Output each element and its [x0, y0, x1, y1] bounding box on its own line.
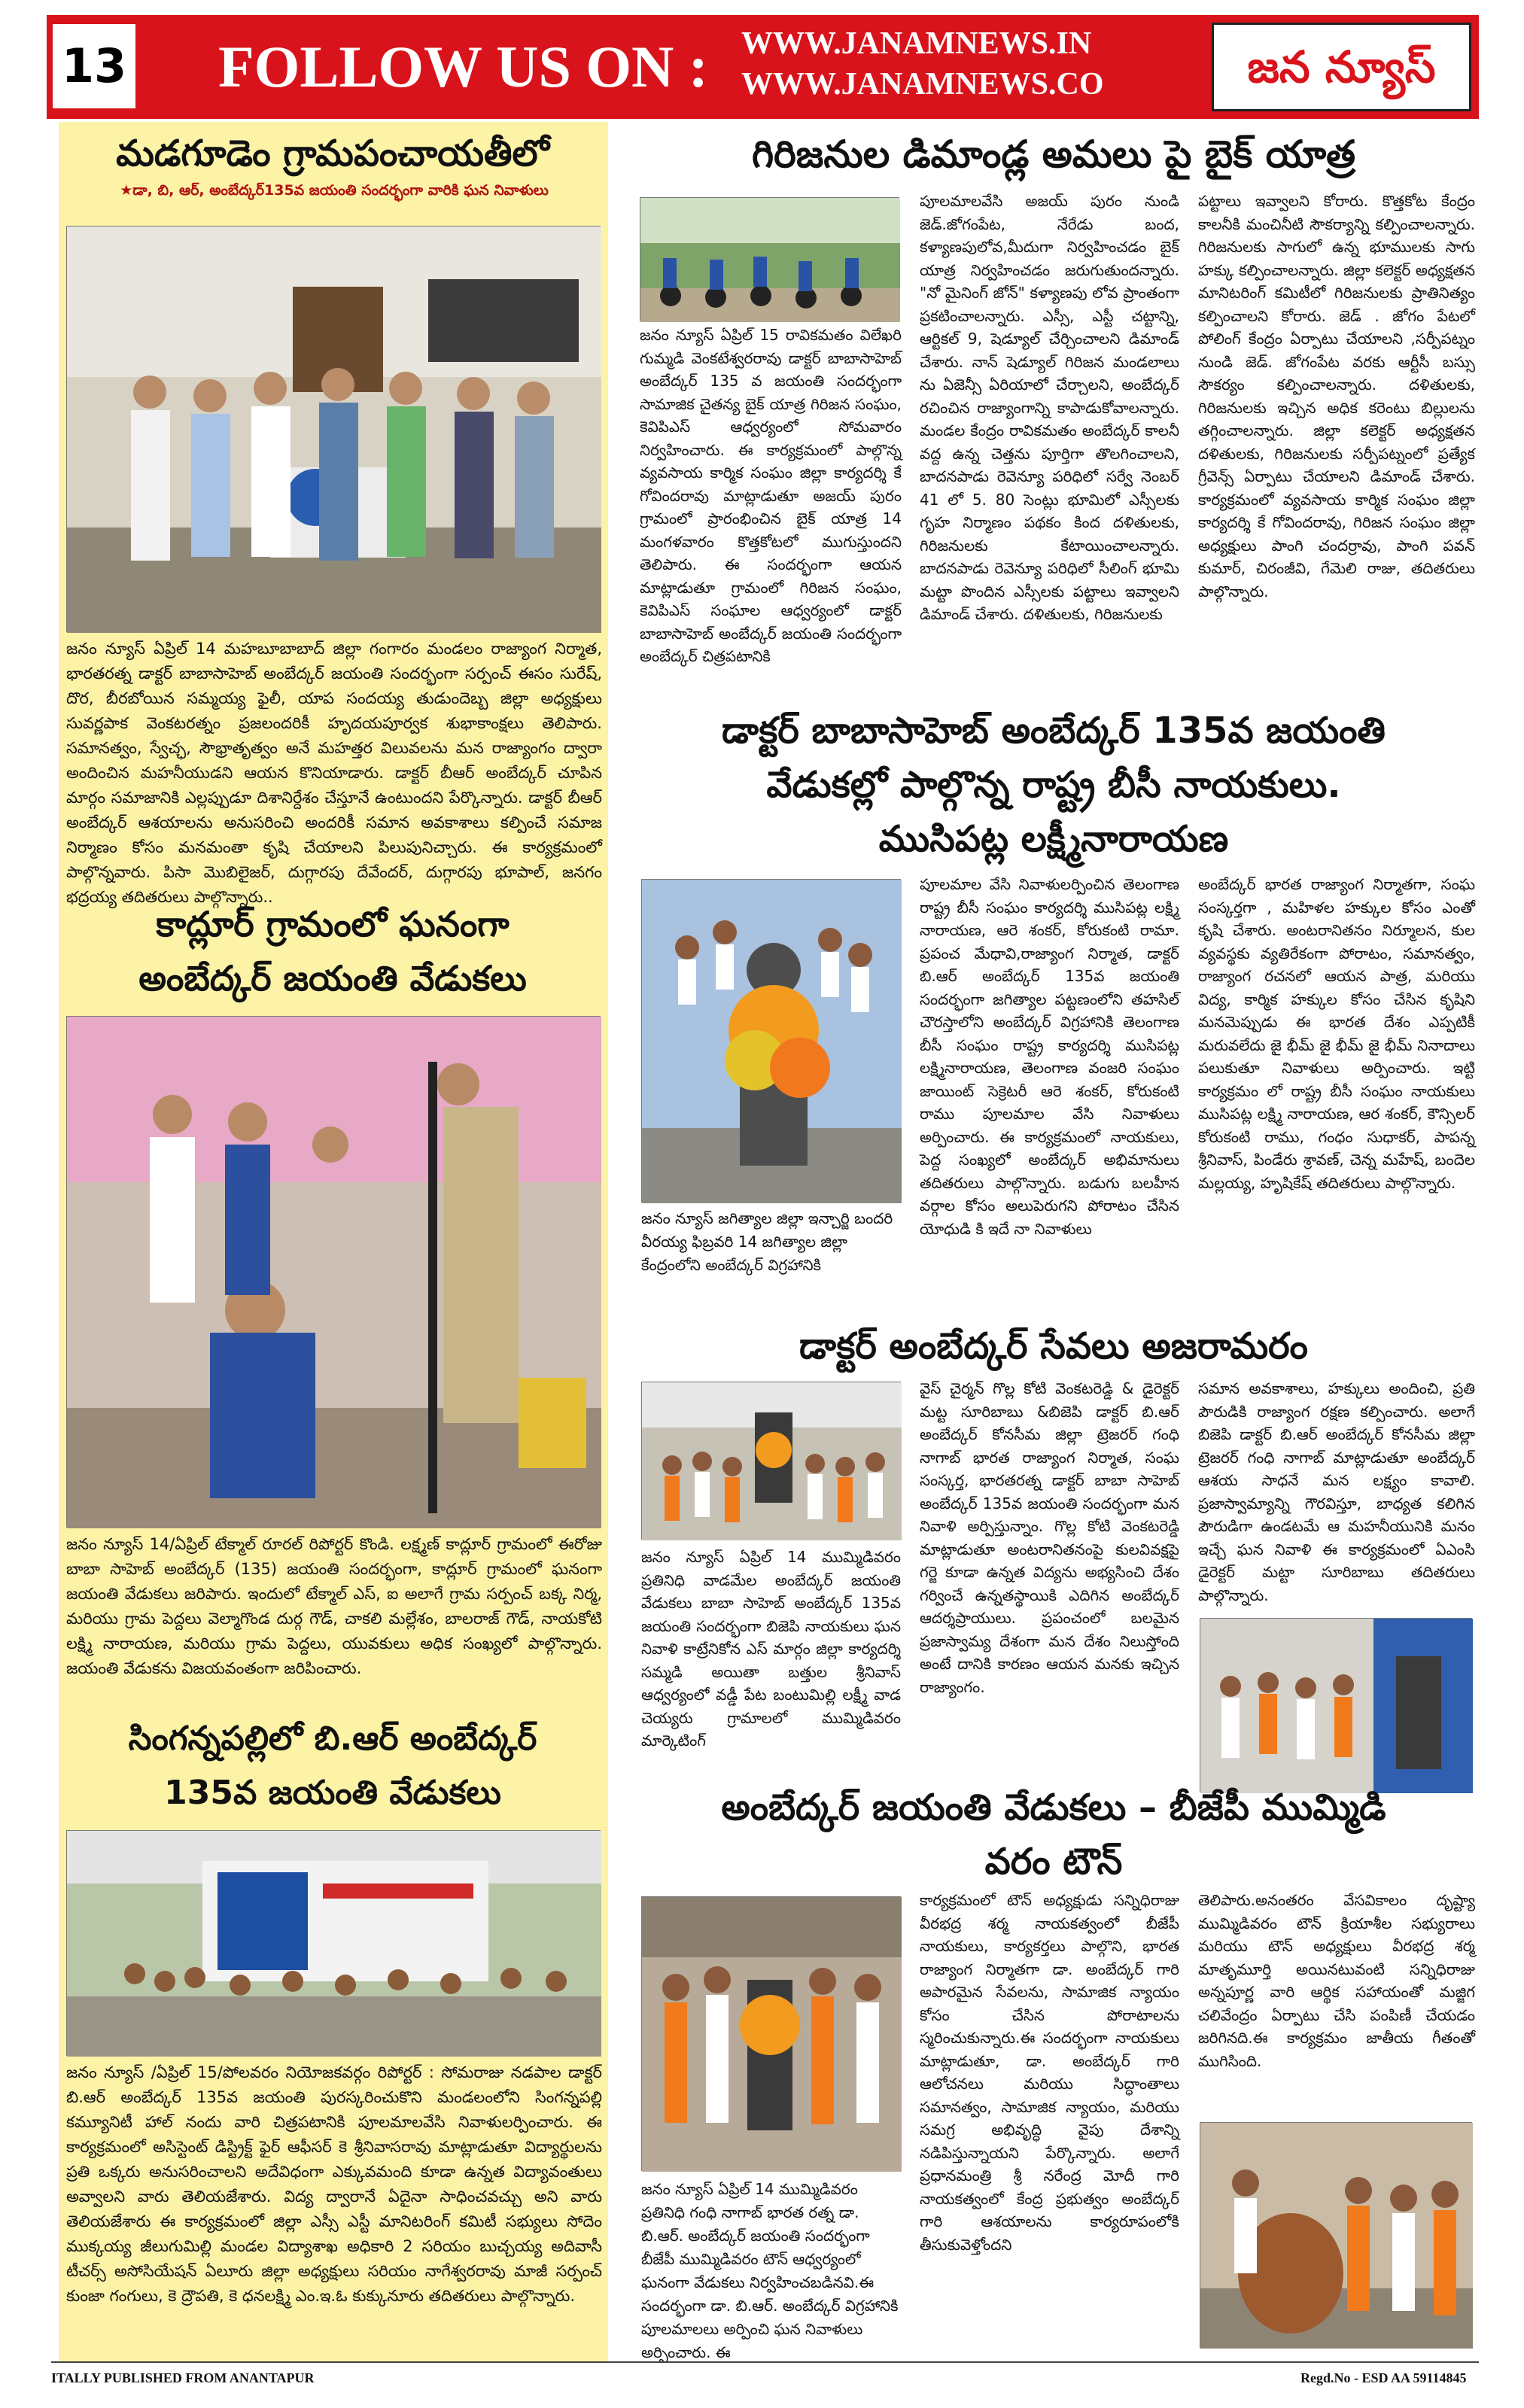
- article-6-column-1: జనం న్యూస్ ఏప్రిల్ 14 ముమ్మిడివరం ప్రతినిధి వాడమేల అంబేద్కర్ జయంతి వేడుకలు బాబా సాహెబ్ అంబేద్కర్ 135వ జయంతి సందర్భంగా బిజెపి నాయకులు ఘన నివాళి కాట్రేనికోన ఎస్ మార్గం జిల్లా కార్యదర్శి సమ్మడి అయితా బత్తుల శ్రీనివాస్ ఆధ్వర్యంలో వడ్డీ పేట బంటుమిల్లి లక్ష్మీ వాడ చెయ్యరు గ్రామాలలో ముమ్మిడివరం మార్కెటింగ్: [641, 1548, 901, 1750]
- bjp-town-celebration-photo-image: [642, 1897, 902, 2172]
- article-3-headline-line-2: 135వ జయంతి వేడుకలు: [164, 1774, 501, 1812]
- footer-registration-number: Regd.No - ESD AA 59114845: [1300, 2370, 1467, 2385]
- article-1-body: జనం న్యూస్ ఏప్రిల్ 14 మహబూబాబాద్ జిల్లా గంగారం మండలం రాజ్యాంగ నిర్మాత, భారతరత్న డాక్టర్ బాబాసాహెబ్ అంబేద్కర్ జయంతి సందర్భంగా సర్పంచ్ ఈసం సురేష్, దొర, బీరబోయిన సమ్మయ్య ఫైలీ, యాప సందయ్య తుడుందెబ్బ జిల్లా అధ్యక్షులు సువర్ణపాక వెంకటరత్నం ప్రజలందరికీ హృదయపూర్వక శుభాకాంక్షలు తెలిపారు. సమానత్వం, స్వేచ్ఛ, సౌభ్రాతృత్వం అనే మహత్తర విలువలను మన రాజ్యాంగం ద్వారా అందించిన మహనీయుడని ఆయన కొనియాడారు. డాక్టర్ బీఆర్ అంబేద్కర్ చూపిన మార్గం సమాజానికి ఎల్లప్పుడూ దిశానిర్దేశం చేస్తూనే ఉంటుందని పేర్కొన్నారు. డాక్టర్ బీఆర్ అంబేద్కర్ ఆశయాలను అనుసరించి అందరికీ సమాన అవకాశాలు కల్పించే సమాజ నిర్మాణం కోసం మనమంతా కృషి చేయాలని పిలుపునిచ్చారు. ఈ కార్యక్రమంలో పాల్గొన్నవారు. పిసా మొబిలైజర్, దుగ్గారపు దేవేందర్, దుగ్గారపు భూపాల్, జనగం భద్రయ్య తదితరులు పాల్గొన్నారు..: [66, 640, 602, 906]
- article-1-headline: మడగూడెం గ్రామపంచాయతీలో: [116, 132, 549, 175]
- article-6-photo: [641, 1382, 901, 1540]
- article-2-headline-line-2: అంబేద్కర్ జయంతి వేడుకలు: [138, 958, 527, 999]
- article-2-body: జనం న్యూస్ 14/ఏప్రిల్ టేక్మాల్ రూరల్ రిపోర్టర్ కొండి. లక్ష్మణ్ కాద్లూర్ గ్రామంలో ఈరోజు బాబా సాహెబ్ అంబేద్కర్ (135) జయంతి సందర్భంగా, కాద్లూర్ గ్రామంలో ఘనంగా జయంతి వేడుకలు జరిపారు. ఇందులో టేక్మాల్ ఎస్, ఐ అలాగే గ్రామ సర్పంచ్ బక్క నిర్మ, మరియు గ్రామ పెద్దలు వెల్మాగొండ దుర్గ గౌడ్, చాకలి మల్లేశం, బాలరాజ్ గౌడ్, నాయకోటి లక్ష్మి నారాయణ, మరియు గ్రామ పెద్దలు, యువకులు అధిక సంఖ్యలో పాల్గొన్నారు. జయంతి వేడుకను విజయవంతంగా జరిపించారు.: [66, 1535, 602, 1677]
- statue-group-photo-image: [1200, 1619, 1473, 1793]
- article-4-column-1: జనం న్యూస్ ఏప్రిల్ 15 రావికమతం విలేఖరి గుమ్మడి వెంకటేశ్వరరావు డాక్టర్ బాబాసాహెబ్ అంబేద్కర్ 135 వ జయంతి సందర్భంగా సామాజిక చైతన్య బైక్ యాత్ర గిరిజన సంఘం, కెవిపిఎస్ ఆధ్వర్యంలో సోమవారం నిర్వహించారు. ఈ కార్యక్రమంలో పాల్గొన్న వ్యవసాయ కార్మిక సంఘం జిల్లా కార్యదర్శి కే గోవిందరావు మాట్లాడుతూ అజయ్ పురం గ్రామంలో ప్రారంభించిన బైక్ యాత్ర 14 మంగళవారం కొత్తకోటలో ముగుస్తుందని తెలిపారు. ఈ సందర్భంగా ఆయన మాట్లాడుతూ గ్రామంలో గిరిజన సంఘం, కెవిపిఎస్ సంఘాల ఆధ్వర్యంలో డాక్టర్ బాబాసాహెబ్ అంబేద్కర్ జయంతి సందర్భంగా అంబేద్కర్ చిత్రపటానికి: [640, 326, 902, 665]
- page-number: 13: [53, 24, 135, 108]
- footer-rule: [51, 2361, 1479, 2363]
- article-5-photo-caption: జనం న్యూస్ జగిత్యాల జిల్లా ఇన్చార్జి బందరి వీరయ్య ఫిబ్రవరి 14 జగిత్యాల జిల్లా కేంద్రంలోని అంబేద్కర్ విగ్రహానికి: [641, 1209, 893, 1274]
- article-1-photo: [66, 226, 601, 632]
- article-6-column-2: వైస్ చైర్మన్ గొల్ల కోటి వెంకటరెడ్డి & డైరెక్టర్ మట్ట సూరిబాబు &బిజెపి డాక్టర్ బి.ఆర్ అంబేద్కర్ కోనసీమ జిల్లా ట్రెజరర్ గంధి నాగాబ్ భారత రాజ్యాంగ నిర్మాత, సంఘ సంస్కర్త, భారతరత్న డాక్టర్ బాబా సాహెబ్ అంబేద్కర్ 135వ జయంతి సందర్భంగా మన నివాళి అర్పిస్తున్నాం. గొల్ల కోటి వెంకటరెడ్డి మాట్లాడుతూ అంటరానితనంపై కులవివక్షపై గర్జె కూడా ఉన్నత విద్యను అభ్యసించి దేశం గర్వించే ఉన్నతస్థాయికి ఎదిగిన అంబేద్కర్ ఆదర్శప్రాయులు. ప్రపంచంలో బలమైన ప్రజాస్వామ్య దేశంగా మన దేశం నిలుస్తోంది అంటే దానికి కారణం ఆయన మనకు ఇచ్చిన రాజ్యాంగం.: [920, 1379, 1179, 1696]
- article-7-photo-caption: జనం న్యూస్ ఏప్రిల్ 14 ముమ్మిడివరం ప్రతినిధి గంధి నాగాబ్ భారత రత్న డా. బి.ఆర్. అంబేద్కర్ జయంతి సందర్భంగా బీజేపీ ముమ్మిడివరం టౌన్ ఆధ్వర్యంలో ఘనంగా వేడుకలు నిర్వహించబడినవి.ఈ సందర్భంగా డా. బి.ఆర్. అంబేద్కర్ విగ్రహానికి పూలమాలలు అర్పించి ఘన నివాళులు అర్పించారు. ఈ: [641, 2180, 899, 2361]
- follow-us-label: FOLLOW US ON :: [218, 34, 708, 99]
- article-1-subheadline: ★డా, బి, ఆర్, అంబేద్కర్135వ జయంతి సందర్భంగా వారికి ఘన నివాళులు: [120, 182, 549, 199]
- article-5-headline-line-1: డాక్టర్ బాబాసాహెబ్ అంబేద్కర్ 135వ జయంతి: [722, 710, 1386, 752]
- article-4-photo: [640, 197, 899, 321]
- article-6-headline: డాక్టర్ అంబేద్కర్ సేవలు అజరామరం: [799, 1325, 1308, 1367]
- article-4-column-3: పట్టాలు ఇవ్వాలని కోరారు. కొత్తకోట కేంద్రం కాలనీకి మంచినీటి సౌకర్యాన్ని కల్పించాలన్నారు. గిరిజనులకు సాగులో ఉన్న భూములకు సాగు హక్కు కల్పించాలన్నారు. జిల్లా కలెక్టర్ అధ్యక్షతన మానిటరింగ్ కమిటీలో గిరిజనులకు ప్రాతినిత్యం కల్పించాలని కోరారు. జెడ్ . జోగం పేటలో పోలింగ్ కేంద్రం ఏర్పాటు చేయాలని ,సర్పీపట్నం నుండి జెడ్. జోగంపేట వరకు ఆర్టీసీ బస్సు సౌకర్యం కల్పించాలన్నారు. దళితులకు, గిరిజనులకు ఇచ్చిన అధిక కరెంటు బిల్లులను తగ్గించాలన్నారు. జిల్లా కలెక్టర్ అధ్యక్షతన దళితులకు, గిరిజనులకు సర్పీపట్నంలో ప్రత్యేక గ్రీవెన్స్ ఏర్పాటు చేయాలని డిమాండ్ చేశారు. కార్యక్రమంలో వ్యవసాయ కార్మిక సంఘం జిల్లా కార్యదర్శి కే గోవిందరావు, గిరిజన సంఘం జిల్లా అధ్యక్షులు పాంగి చందర్రావు, పాంగి పవన్ కుమార్, చిరంజీవి, గేమెలి రాజు, తదితరులు పాల్గొన్నారు.: [1198, 192, 1475, 600]
- article-5-photo: [641, 879, 901, 1202]
- janam-news-logo: జన న్యూస్: [1212, 23, 1471, 111]
- article-3-body: జనం న్యూస్ /ఏప్రిల్ 15/పోలవరం నియోజకవర్గం రిపోర్టర్ : సోమరాజు నడపాల డాక్టర్ బి.ఆర్ అంబేద్కర్ 135వ జయంతి పురస్కరించుకొని మండలంలోని సింగన్నపల్లి కమ్యూనిటీ హాల్ నందు వారి చిత్రపటానికి పూలమాలవేసి నివాళులర్పించారు. ఈ కార్యక్రమంలో అసిస్టెంట్ డిస్ట్రిక్ట్ ఫైర్ ఆఫీసర్ కె శ్రీనివాసరావు మాట్లాడుతూ విద్యార్థులను ప్రతి ఒక్కరు అనుసరించాలని అదేవిధంగా ఎక్కువమంది కూడా ఉన్నత విద్యావంతులు అవ్వాలని వారు తెలియజేశారు. విద్య ద్వారానే ఏదైనా సాధించవచ్చు అని వారు తెలియజేశారు ఈ కార్యక్రమంలో జిల్లా ఎస్సీ ఎస్టీ మానిటరింగ్ కమిటీ సభ్యులు సోదెం ముక్కయ్య జీలుగుమిల్లి మండల విద్యాశాఖ అధికారి 2 సరియం బుచ్చయ్య అదివాసీ టీచర్స్ అసోసియేషన్ ఏలూరు జిల్లా అధ్యక్షులు సరియం నాగేశ్వరరావు మాజీ సర్పంచ్ కుంజా గంగులు, కె ద్రౌపతి, కె ధనలక్ష్మి ఎం.ఇ.ఓ కుక్కునూరు తదితరులు పాల్గొన్నారు.: [66, 2063, 602, 2305]
- article-4-headline: గిరిజనుల డిమాండ్ల అమలు పై బైక్ యాత్ర: [751, 132, 1356, 176]
- article-7-column-2: కార్యక్రమంలో టౌన్ అధ్యక్షుడు సన్నిధిరాజు వీరభద్ర శర్మ నాయకత్వంలో బీజేపీ నాయకులు, కార్యకర్తలు పాల్గొని, భారత రాజ్యాంగ నిర్మాతగా డా. అంబేద్కర్ గారి అపారమైన సేవలను, సామాజిక న్యాయం కోసం చేసిన పోరాటాలను స్మరించుకున్నారు.ఈ సందర్భంగా నాయకులు మాట్లాడుతూ, డా. అంబేద్కర్ గారి ఆలోచనలు మరియు సిద్ధాంతాలు సమానత్వం, సామాజిక న్యాయం, మరియు సమగ్ర అభివృద్ధి వైపు దేశాన్ని నడిపిస్తున్నాయని పేర్కొన్నారు. అలాగే ప్రధానమంత్రి శ్రీ నరేంద్ర మోదీ గారి నాయకత్వంలో కేంద్ర ప్రభుత్వం అంబేద్కర్ గారి ఆశయాలను కార్యరూపంలోకి తీసుకువెళ్తోందని: [920, 1891, 1179, 2254]
- website-link-co[interactable]: WWW.JANAMNEWS.CO: [741, 67, 1104, 102]
- article-7-photo: [641, 1896, 901, 2171]
- article-7-column-3: తెలిపారు.అనంతరం వేసవికాలం దృష్ట్యా ముమ్మిడివరం టౌన్ క్రియాశీల సభ్యురాలు మరియు టౌన్ అధ్యక్షులు వీరభద్ర శర్మ మాతృమూర్తి అయినటువంటి సన్నిధిరాజు అన్నపూర్ణ వారి ఆర్థిక సహాయంతో మజ్జిగ చలివేంద్రం ఏర్పాటు చేసి పంపిణీ చేయడం జరిగినది.ఈ కార్యక్రమం జాతీయ గీతంతో ముగిసింది.: [1198, 1891, 1475, 2070]
- article-2-photo: [66, 1016, 601, 1528]
- community-hall-photo-image: [67, 1831, 601, 2057]
- website-link-in[interactable]: WWW.JANAMNEWS.IN: [741, 26, 1092, 61]
- article-3-headline-line-1: సింగన్నపల్లిలో బి.ఆర్ అంబేద్కర్: [128, 1719, 537, 1758]
- article-7-headline-line-2: వరం టౌన్: [984, 1841, 1123, 1883]
- article-2-headline-line-1: కాద్లూర్ గ్రామంలో ఘనంగా: [156, 904, 510, 944]
- article-5-column-2: పూలమాల వేసి నివాళులర్పించిన తెలంగాణ రాష్ట్ర బీసీ సంఘం కార్యదర్శి ముసిపట్ల లక్ష్మి నారాయణ, ఆరె శంకర్, కోరుకంటి రామా. ప్రపంచ మేధావి,రాజ్యాంగ నిర్మాత, డాక్టర్ బి.ఆర్ అంబేద్కర్ 135వ జయంతి సందర్భంగా జగిత్యాల పట్టణంలోని తహసిల్ చౌరస్తాలోని అంబేద్కర్ విగ్రహానికి తెలంగాణ బీసీ సంఘం రాష్ట్ర కార్యదర్శి ముసిపట్ల లక్ష్మినారాయణ, తెలంగాణ వంజరి సంఘం జాయింట్ సెక్రెటరీ ఆరె శంకర్, కోరుకంటి రాము పూలమాల వేసి నివాళులు అర్పించారు. ఈ కార్యక్రమంలో నాయకులు, పెద్ద సంఖ్యలో అంబేద్కర్ అభిమానులు తదితరులు పాల్గొన్నారు. బడుగు బలహీన వర్గాల కోసం అలుపెరుగని పోరాటం చేసిన యోధుడి కి ఇదే నా నివాళులు: [920, 875, 1179, 1238]
- buttermilk-distribution-photo-image: [1200, 2123, 1473, 2349]
- article-4-column-2: పూలమాలవేసి అజయ్ పురం నుండి జెడ్.జోగంపేట, నేరేడు బంద, కళ్యాణపులోవ,మీదుగా నిర్వహించడం బైక్ యాత్ర నిర్వహించడం జరుగుతుందన్నారు. "నో మైనింగ్ జోన్" కళ్యాణపు లోవ ప్రాంతంగా ప్రకటించాలన్నారు. ఎస్సీ, ఎస్టీ చట్టాన్ని, ఆర్టికల్ 9, షెడ్యూల్ చేర్చించాలని డిమాండ్ చేశారు. నాన్ షెడ్యూల్ గిరిజన మండలాలు ను ఏజెన్సీ ఏరియాలో చేర్చాలని, అంబేద్కర్ రచించిన రాజ్యాంగాన్ని కాపాడుకోవాలన్నారు. మండల కేంద్రం రావికమతం అంబేద్కర్ కాలనీ వద్ద ఉన్న చెత్తను పూర్తిగా తొలగించాలని, బాదనపాడు రెవెన్యూ పరిధిలో సర్వే నెంబర్ 41 లో 5. 80 సెంట్లు భూమిలో ఎస్సీలకు గృహ నిర్మాణం పథకం కింద దళితులకు, గిరిజనులకు కేటాయించాలన్నారు. బాదనపాడు రెవెన్యూ పరిధిలో సీలింగ్ భూమి మట్టా పొందిన ఎస్సీలకు పట్టాలు ఇవ్వాలని డిమాండ్ చేశారు. దళితులకు, గిరిజనులకు: [920, 192, 1179, 623]
- article-6-column-3: సమాన అవకాశాలు, హక్కులు అందించి, ప్రతి పౌరుడికి రాజ్యాంగ రక్షణ కల్పించారు. అలాగే బిజెపి డాక్టర్ బి.ఆర్ అంబేద్కర్ కోనసీమ జిల్లా ట్రెజరర్ గంధి నాగాబ్ మాట్లాడుతూ అంబేద్కర్ ఆశయ సాధనే మన లక్ష్యం కావాలి. ప్రజాస్వామ్యాన్ని గౌరవిస్తూ, బాధ్యత కలిగిన పౌరుడిగా ఉండటమే ఆ మహనీయునికి మనం ఇచ్చే ఘన నివాళి ఈ కార్యక్రమంలో ఏఎంసి డైరెక్టర్ మట్టా సూరిబాబు తదితరులు పాల్గొన్నారు.: [1198, 1379, 1475, 1604]
- ceremony-photo-image: [67, 1017, 601, 1528]
- article-5-headline-line-2: వేడుకల్లో పాల్గొన్న రాష్ట్ర బీసీ నాయకులు.: [766, 764, 1341, 806]
- article-5-column-3: అంబేద్కర్ భారత రాజ్యాంగ నిర్మాతగా, సంఘ సంస్కర్తగా , మహిళల హక్కుల కోసం ఎంతో కృషి చేశారు. అంటరానితనం నిర్మూలన, కుల వ్యవస్థకు వ్యతిరేకంగా పోరాటం, సమానత్వం, రాజ్యాంగ రచనలో ఆయన పాత్ర, మరియు విద్య, కార్మిక హక్కుల కోసం చేసిన కృషిని మనమెప్పుడు ఈ భారత దేశం ఎప్పటికీ మరువలేదు జై భీమ్ జై భీమ్ జై భీమ్ నినాదాలు పలుకుతూ నివాళులు అర్పించారు. ఇట్టి కార్యక్రమం లో రాష్ట్ర బీసీ సంఘం నాయకులు ముసిపట్ల లక్ష్మి నారాయణ, ఆర శంకర్, కౌన్సిలర్ కోరుకంటి రాము, గంధం సుధాకర్, పాపన్న శ్రీనివాస్, పిండేరు శ్రావణ్, చెన్న మహేష్, బందెల మల్లయ్య, హృషికేష్ తదితరులు పాల్గొన్నారు.: [1198, 875, 1475, 1192]
- bjp-tribute-photo-image: [642, 1382, 902, 1540]
- footer-publication-note: ITALLY PUBLISHED FROM ANANTAPUR: [51, 2370, 315, 2385]
- group-photo-image: [67, 227, 601, 633]
- article-7-headline-line-1: అంబేద్కర్ జయంతి వేడుకలు – బీజేపీ ముమ్మిడి: [721, 1786, 1386, 1829]
- article-5-headline-line-3: ముసిపట్ల లక్ష్మీనారాయణ: [878, 818, 1229, 860]
- article-3-photo: [66, 1830, 601, 2056]
- statue-garland-photo-image: [642, 880, 902, 1203]
- article-7-photo-2: [1200, 2122, 1472, 2348]
- article-6-photo-2: [1200, 1618, 1472, 1792]
- bike-rally-photo-image: [640, 198, 900, 322]
